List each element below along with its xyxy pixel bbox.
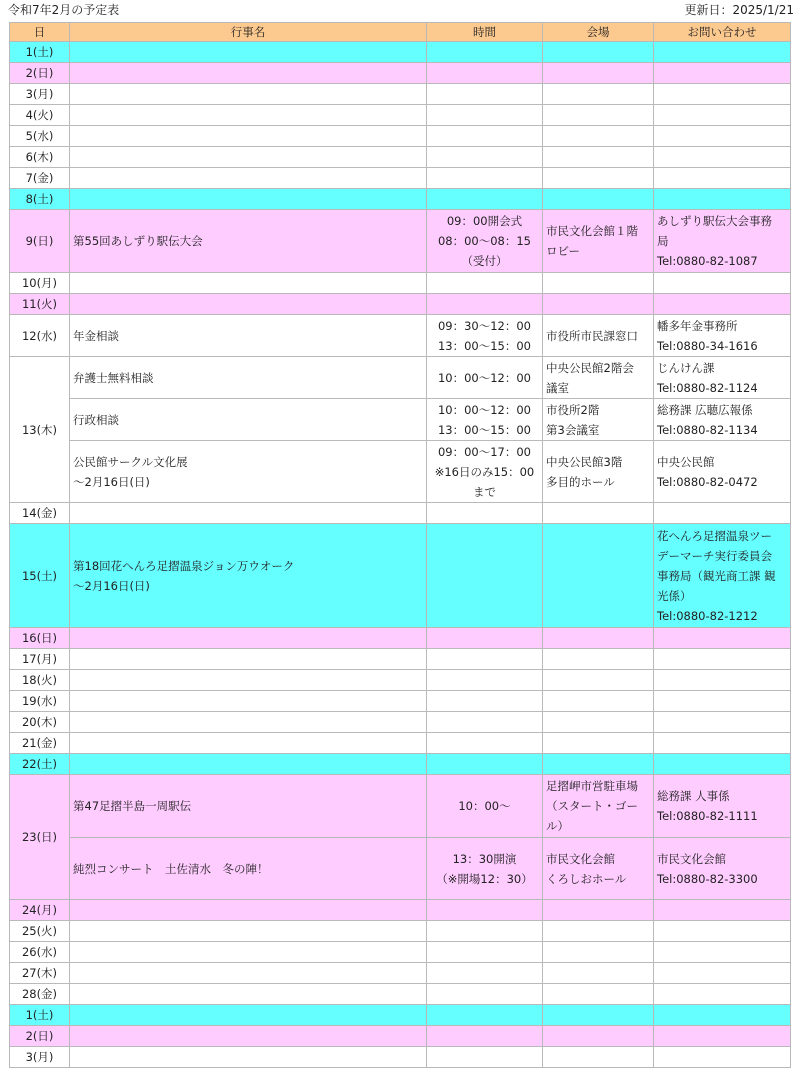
table-row (10, 315, 791, 357)
day-cell: 28(金) (10, 984, 70, 1005)
time-line: ※16日のみ15：00 (434, 464, 535, 479)
venue-cell (543, 126, 654, 147)
day-cell: 18(火) (10, 670, 70, 691)
event-cell (70, 628, 427, 649)
table-row (10, 1047, 791, 1068)
event-name: 弁護士無料相談 (73, 370, 154, 385)
time-cell (427, 775, 543, 838)
venue-cell (543, 399, 654, 441)
venue-line: 多目的ホール (546, 474, 615, 489)
venue-line: 市民文化会館１階 (546, 224, 638, 238)
event-cell (70, 441, 427, 503)
table-row (10, 273, 791, 294)
venue-cell (543, 84, 654, 105)
time-line: 13：00～15：00 (437, 422, 532, 437)
contact-line: 局 (657, 234, 669, 248)
event-period: ～2月16日(日) (73, 474, 150, 489)
time-cell (427, 628, 543, 649)
time-cell (427, 1005, 543, 1026)
venue-cell (543, 649, 654, 670)
venue-cell (543, 921, 654, 942)
venue-line: 足摺岬市営駐車場 (546, 779, 638, 793)
contact-line: 幡多年金事務所 (657, 318, 738, 333)
event-cell (70, 1047, 427, 1068)
day-cell: 2(日) (10, 1026, 70, 1047)
day-cell: 26(水) (10, 942, 70, 963)
header-contact: お問い合わせ (654, 23, 791, 42)
time-cell (427, 315, 543, 357)
contact-cell (654, 628, 791, 649)
day-cell: 1(土) (10, 1005, 70, 1026)
contact-cell (654, 649, 791, 670)
contact-cell (654, 399, 791, 441)
table-row (10, 294, 791, 315)
table-row (10, 105, 791, 126)
day-cell: 12(水) (10, 315, 70, 357)
contact-cell (654, 1026, 791, 1047)
event-cell (70, 63, 427, 84)
venue-cell (543, 315, 654, 357)
time-cell (427, 273, 543, 294)
event-cell (70, 294, 427, 315)
day-cell: 22(土) (10, 754, 70, 775)
time-cell (427, 1047, 543, 1068)
venue-cell (543, 691, 654, 712)
venue-cell (543, 210, 654, 273)
day-cell: 25(火) (10, 921, 70, 942)
contact-cell (654, 210, 791, 273)
day-cell: 8(土) (10, 189, 70, 210)
event-cell (70, 733, 427, 754)
venue-cell (543, 524, 654, 628)
event-cell (70, 984, 427, 1005)
table-row (10, 503, 791, 524)
table-row (10, 691, 791, 712)
event-cell (70, 42, 427, 63)
event-cell (70, 900, 427, 921)
contact-cell (654, 754, 791, 775)
time-cell (427, 357, 543, 399)
contact-cell (654, 189, 791, 210)
event-cell (70, 1005, 427, 1026)
contact-cell (654, 315, 791, 357)
contact-line: あしずり駅伝大会事務 (657, 214, 772, 228)
venue-line: 中央公民館2階会 (546, 360, 634, 375)
venue-line: くろしおホール (546, 871, 627, 886)
time-cell (427, 963, 543, 984)
contact-cell (654, 105, 791, 126)
venue-line: 議室 (546, 380, 569, 395)
table-row (10, 147, 791, 168)
venue-line: （スタート・ゴー (546, 799, 638, 813)
event-name: 純烈コンサート 土佐清水 冬の陣！ (73, 861, 269, 876)
day-cell: 17(月) (10, 649, 70, 670)
event-cell (70, 775, 427, 838)
contact-line: Tel:0880-34-1616 (657, 338, 758, 353)
event-cell (70, 712, 427, 733)
time-cell (427, 105, 543, 126)
event-cell (70, 126, 427, 147)
time-cell (427, 84, 543, 105)
contact-cell (654, 441, 791, 503)
event-cell (70, 754, 427, 775)
time-line: 13：00～15：00 (437, 338, 532, 353)
header-day: 日 (10, 23, 70, 42)
page-header (0, 0, 800, 20)
table-row (10, 900, 791, 921)
day-cell: 2(日) (10, 63, 70, 84)
venue-cell (543, 1026, 654, 1047)
contact-line: 光係） (657, 588, 692, 603)
venue-cell (543, 1005, 654, 1026)
event-cell (70, 691, 427, 712)
time-cell (427, 399, 543, 441)
contact-cell (654, 42, 791, 63)
day-cell: 27(木) (10, 963, 70, 984)
contact-line: 事務局（観光商工課 観 (657, 568, 776, 583)
time-cell (427, 189, 543, 210)
day-cell: 11(火) (10, 294, 70, 315)
time-line: 09：00開会式 (446, 214, 523, 228)
event-cell (70, 84, 427, 105)
venue-cell (543, 838, 654, 900)
event-name: 公民館サークル文化展 (73, 454, 188, 469)
contact-cell (654, 963, 791, 984)
event-period: ～2月16日(日) (73, 578, 150, 593)
contact-cell (654, 691, 791, 712)
time-cell (427, 168, 543, 189)
event-cell (70, 399, 427, 441)
contact-cell (654, 838, 791, 900)
venue-line: 市民文化会館 (546, 851, 615, 866)
day-cell: 9(日) (10, 210, 70, 273)
venue-cell (543, 189, 654, 210)
time-line: まで (473, 484, 496, 499)
table-row (10, 628, 791, 649)
time-line: （受付） (461, 254, 508, 268)
contact-line: 総務課 広聴広報係 (657, 402, 753, 417)
time-line: 10：00～12：00 (437, 370, 532, 385)
venue-cell (543, 441, 654, 503)
venue-cell (543, 942, 654, 963)
event-name: 行政相談 (73, 412, 119, 427)
table-row (10, 524, 791, 628)
event-cell (70, 1026, 427, 1047)
event-cell (70, 524, 427, 628)
table-row (10, 984, 791, 1005)
time-cell (427, 712, 543, 733)
event-cell (70, 963, 427, 984)
event-cell (70, 942, 427, 963)
contact-line: 総務課 人事係 (657, 789, 730, 803)
contact-line: Tel:0880-82-1134 (657, 422, 758, 437)
day-cell: 7(金) (10, 168, 70, 189)
table-row (10, 942, 791, 963)
event-cell (70, 921, 427, 942)
table-row (10, 775, 791, 838)
event-cell (70, 315, 427, 357)
header-time: 時間 (427, 23, 543, 42)
day-cell: 23(日) (10, 775, 70, 900)
venue-cell (543, 963, 654, 984)
day-cell: 21(金) (10, 733, 70, 754)
time-cell (427, 294, 543, 315)
contact-cell (654, 1005, 791, 1026)
time-cell (427, 126, 543, 147)
time-cell (427, 942, 543, 963)
venue-cell (543, 357, 654, 399)
time-cell (427, 754, 543, 775)
contact-cell (654, 670, 791, 691)
table-row (10, 189, 791, 210)
venue-cell (543, 294, 654, 315)
header-venue: 会場 (543, 23, 654, 42)
contact-cell (654, 1047, 791, 1068)
table-row (10, 357, 791, 399)
event-cell (70, 838, 427, 900)
contact-cell (654, 273, 791, 294)
contact-line: Tel:0880-82-1212 (657, 608, 758, 623)
day-cell: 13(木) (10, 357, 70, 503)
contact-cell (654, 733, 791, 754)
venue-line: 中央公民館3階 (546, 454, 623, 469)
day-cell: 3(月) (10, 84, 70, 105)
header-event: 行事名 (70, 23, 427, 42)
contact-line: Tel:0880-82-3300 (657, 871, 758, 886)
table-row (10, 441, 791, 503)
time-cell (427, 63, 543, 84)
contact-line: Tel:0880-82-1111 (657, 809, 758, 823)
event-cell (70, 210, 427, 273)
table-row (10, 210, 791, 273)
venue-cell (543, 754, 654, 775)
time-cell (427, 691, 543, 712)
time-cell (427, 441, 543, 503)
venue-cell (543, 1047, 654, 1068)
event-cell (70, 357, 427, 399)
contact-line: デーマーチ実行委員会 (657, 548, 772, 563)
contact-line: 市民文化会館 (657, 851, 726, 866)
event-cell (70, 105, 427, 126)
venue-cell (543, 984, 654, 1005)
table-row (10, 42, 791, 63)
venue-line: 市役所市民課窓口 (546, 328, 638, 343)
table-row (10, 733, 791, 754)
contact-line: 花へんろ足摺温泉ツー (657, 528, 772, 543)
table-row (10, 84, 791, 105)
day-cell: 1(土) (10, 42, 70, 63)
time-line: （※開場12：30） (436, 871, 533, 886)
schedule-table (9, 22, 791, 1068)
contact-cell (654, 942, 791, 963)
event-cell (70, 649, 427, 670)
table-row (10, 1005, 791, 1026)
contact-cell (654, 63, 791, 84)
contact-cell (654, 900, 791, 921)
contact-cell (654, 294, 791, 315)
event-cell (70, 273, 427, 294)
time-cell (427, 733, 543, 754)
contact-cell (654, 126, 791, 147)
time-cell (427, 838, 543, 900)
venue-cell (543, 900, 654, 921)
day-cell: 4(火) (10, 105, 70, 126)
time-cell (427, 42, 543, 63)
time-line: 09：00～17：00 (437, 444, 532, 459)
contact-cell (654, 84, 791, 105)
table-row (10, 838, 791, 900)
time-cell (427, 503, 543, 524)
venue-cell (543, 147, 654, 168)
time-line: 09：30～12：00 (437, 318, 532, 333)
contact-line: Tel:0880-82-1124 (657, 380, 758, 395)
event-cell (70, 670, 427, 691)
event-name: 年金相談 (73, 328, 119, 343)
day-cell: 19(水) (10, 691, 70, 712)
venue-cell (543, 775, 654, 838)
venue-cell (543, 628, 654, 649)
day-cell: 20(木) (10, 712, 70, 733)
event-name: 第55回あしずり駅伝大会 (73, 234, 203, 248)
contact-cell (654, 147, 791, 168)
table-header-row (10, 23, 791, 42)
table-row (10, 649, 791, 670)
venue-cell (543, 712, 654, 733)
venue-cell (543, 503, 654, 524)
updated-date: 更新日：2025/1/21 (684, 3, 794, 17)
venue-line: 市役所2階 (546, 402, 600, 417)
event-cell (70, 147, 427, 168)
day-cell: 15(土) (10, 524, 70, 628)
day-cell: 10(月) (10, 273, 70, 294)
time-line: 10：00～12：00 (437, 402, 532, 417)
day-cell: 5(水) (10, 126, 70, 147)
day-cell: 16(日) (10, 628, 70, 649)
venue-line: ロビー (546, 244, 581, 258)
contact-line: Tel:0880-82-1087 (657, 254, 758, 268)
table-row (10, 921, 791, 942)
contact-line: Tel:0880-82-0472 (657, 474, 758, 489)
contact-line: じんけん課 (657, 360, 715, 375)
day-cell: 24(月) (10, 900, 70, 921)
venue-line: 第3会議室 (546, 422, 600, 437)
time-cell (427, 1026, 543, 1047)
venue-cell (543, 168, 654, 189)
venue-cell (543, 733, 654, 754)
time-cell (427, 147, 543, 168)
table-row (10, 63, 791, 84)
table-row (10, 168, 791, 189)
page-title: 令和7年2月の予定表 (8, 3, 120, 17)
venue-cell (543, 42, 654, 63)
venue-cell (543, 63, 654, 84)
time-line: 10：00～ (458, 799, 511, 813)
venue-cell (543, 273, 654, 294)
time-cell (427, 900, 543, 921)
time-cell (427, 210, 543, 273)
event-cell (70, 189, 427, 210)
venue-cell (543, 105, 654, 126)
event-name: 第18回花へんろ足摺温泉ジョン万ウオーク (73, 558, 295, 573)
table-row (10, 963, 791, 984)
event-cell (70, 168, 427, 189)
table-row (10, 1026, 791, 1047)
day-cell: 14(金) (10, 503, 70, 524)
table-row (10, 754, 791, 775)
time-line: 08：00～08：15 (437, 234, 532, 248)
contact-cell (654, 168, 791, 189)
contact-cell (654, 921, 791, 942)
event-cell (70, 503, 427, 524)
time-cell (427, 670, 543, 691)
table-row (10, 399, 791, 441)
contact-cell (654, 712, 791, 733)
time-cell (427, 921, 543, 942)
time-cell (427, 649, 543, 670)
contact-cell (654, 524, 791, 628)
contact-cell (654, 775, 791, 838)
venue-line: ル） (546, 819, 569, 833)
contact-cell (654, 503, 791, 524)
table-row (10, 712, 791, 733)
day-cell: 3(月) (10, 1047, 70, 1068)
table-row (10, 126, 791, 147)
time-cell (427, 524, 543, 628)
contact-line: 中央公民館 (657, 454, 715, 469)
contact-cell (654, 984, 791, 1005)
venue-cell (543, 670, 654, 691)
table-row (10, 670, 791, 691)
contact-cell (654, 357, 791, 399)
event-name: 第47足摺半島一周駅伝 (73, 799, 192, 813)
time-cell (427, 984, 543, 1005)
time-line: 13：30開演 (452, 851, 517, 866)
day-cell: 6(木) (10, 147, 70, 168)
